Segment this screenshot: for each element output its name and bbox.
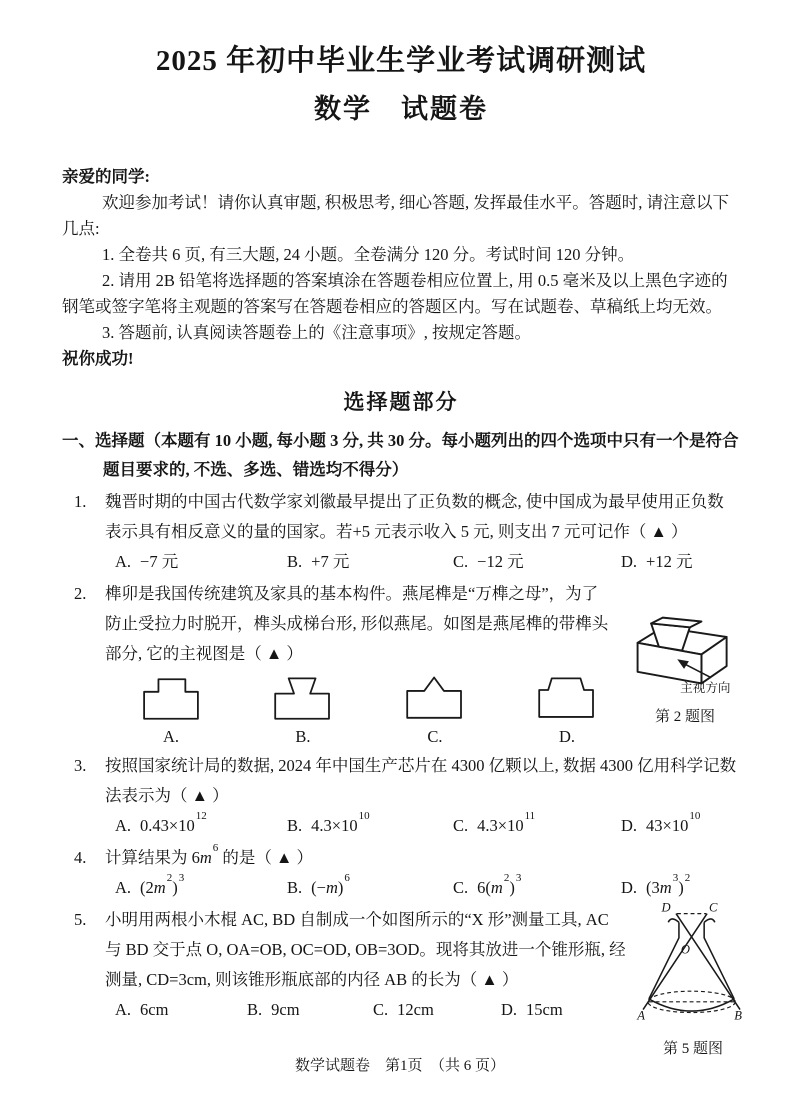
question-5-text: 小明用两根小木棍 AC, BD 自制成一个如图所示的“X 形”测量工具, AC 与 BD 交于点 O, OA=OB, OC=OD, OB=3OD。现将其放进一个锥形瓶, 经测量, CD=3cm, 则该锥形瓶底部的内径 AB 的长为（ ▲ ） (105, 910, 626, 989)
q4-option-a: A. $(2m^2)^3$ (115, 871, 185, 897)
question-3-text: 按照国家统计局的数据, 2024 年中国生产芯片在 4300 亿颗以上, 数据 4300 亿用科学记数法表示为（ ▲ ） (105, 756, 737, 805)
q5-option-c: C. 12cm (373, 1000, 434, 1019)
q4-option-b: B. $(-m)^6$ (287, 871, 350, 897)
question-1-text: 魏晋时期的中国古代数学家刘徽最早提出了正负数的概念, 使中国成为最早使用正负数表示具有相反意义的量的国家。若+5 元表示收入 5 元, 则支出 7 元可记作（ ▲ ） (105, 492, 724, 541)
stick-BD (676, 914, 740, 1010)
question-1-options (105, 547, 740, 577)
flask-right-wall (704, 922, 734, 999)
question-1-body (105, 487, 740, 577)
q2-option-a-shape (136, 673, 206, 725)
question-2-figure (622, 577, 748, 727)
question-3 (62, 751, 740, 841)
question-4-text: 计算结果为 $6m^6$ 的是（ ▲ ） (105, 841, 314, 867)
conical-flask-figure (636, 901, 750, 1029)
point-label-c: C (709, 901, 718, 915)
q5-option-b: B. 9cm (247, 1000, 300, 1019)
q2-option-b: B. (237, 673, 369, 749)
q3-option-b: B. $4.3\times 10^{10}$ (287, 809, 370, 835)
question-5 (62, 901, 742, 1057)
flask-left-wall (649, 922, 679, 999)
notice-intro: 欢迎参加考试！请你认真审题, 积极思考, 细心答题, 发挥最佳水平。答题时, 请注意以下几点: (62, 193, 729, 238)
notice-item-1: 1. 全卷共 6 页, 有三大题, 24 小题。全卷满分 120 分。考试时间 120 分钟。 (102, 245, 635, 264)
point-label-d: D (661, 901, 671, 915)
section-heading: 选择题部分 (343, 390, 459, 414)
question-5-number: 5. (74, 910, 87, 929)
q1-option-c: C. −12 元 (453, 552, 524, 571)
page-footer: 数学试题卷 第1页 （共 6 页） (294, 1058, 505, 1074)
q2-option-a: A. (105, 673, 237, 749)
question-2 (62, 579, 740, 749)
question-4-options (105, 873, 740, 903)
q1-option-d: D. +12 元 (621, 552, 693, 571)
dovetail-block-figure (622, 577, 748, 697)
part1-heading: 一、选择题（本题有 10 小题, 每小题 3 分, 共 30 分。每小题列出的四个选项中只有一个是符合题目要求的, 不选、多选、错选均不得分） (62, 431, 739, 479)
question-2-text: 榫卯是我国传统建筑及家具的基本构件。燕尾榫是“万榫之母”，为了防止受拉力时脱开，榫头成梯台形, 形似燕尾。如图是燕尾榫的带榫头部分, 它的主视图是（ ▲ ） (105, 584, 609, 663)
flask-lip-left (668, 919, 679, 922)
page-title: 2025 年初中毕业生学业考试调研测试 (155, 45, 647, 77)
q3-option-d: D. $43\times 10^{10}$ (621, 809, 701, 835)
question-5-figure-caption: 第 5 题图 (662, 1041, 723, 1057)
q1-option-b: B. +7 元 (287, 552, 350, 571)
q3-option-c: C. $4.3\times 10^{11}$ (453, 809, 536, 835)
notice-item-3: 3. 答题前, 认真阅读答题卷上的《注意事项》, 按规定答题。 (102, 323, 531, 342)
question-1 (62, 487, 740, 577)
question-1-number: 1. (74, 492, 87, 511)
point-label-b: B (734, 1008, 742, 1023)
exam-notice (62, 164, 740, 372)
q3-option-a: A. $0.43\times 10^{12}$ (115, 809, 207, 835)
question-4 (62, 843, 740, 903)
question-2-figure-caption: 第 2 题图 (654, 709, 715, 725)
q2-option-d-shape (532, 673, 602, 725)
q4-option-d: D. $(3m^3)^2$ (621, 871, 691, 897)
point-label-o: O (680, 942, 690, 957)
q5-option-d: D. 15cm (501, 1000, 563, 1019)
point-label-a: A (637, 1008, 645, 1023)
stick-AC (643, 914, 707, 1010)
notice-greeting: 亲爱的同学: (62, 167, 150, 186)
question-4-body (105, 843, 740, 903)
q2-option-c: C. (369, 673, 501, 749)
q5-option-a: A. 6cm (115, 1000, 169, 1019)
q1-option-a: A. −7 元 (115, 552, 179, 571)
question-3-options (105, 811, 740, 841)
notice-item-2: 2. 请用 2B 铅笔将选择题的答案填涂在答题卷相应位置上, 用 0.5 毫米及以上黑色字迹的钢笔或签字笔将主观题的答案写在答题卷相应的答题区内。写在试题卷、草稿纸上均无效。 (62, 271, 728, 316)
flask-lip-right (704, 919, 715, 922)
page-subtitle: 数学 试题卷 (314, 94, 488, 124)
question-2-number: 2. (74, 584, 87, 603)
question-2-body (105, 579, 740, 749)
q2-option-b-shape (268, 673, 338, 725)
question-3-number: 3. (74, 756, 87, 775)
question-3-body (105, 751, 740, 841)
front-view-direction-label: 主视方向 (680, 681, 731, 696)
notice-wish: 祝你成功! (62, 349, 134, 368)
q2-option-d: D. (501, 673, 633, 749)
question-4-number: 4. (74, 848, 87, 867)
question-5-figure (634, 901, 752, 1059)
q4-option-c: C. $6(m^2)^3$ (453, 871, 522, 897)
question-5-body (105, 901, 742, 1057)
q2-option-c-shape (400, 673, 470, 725)
